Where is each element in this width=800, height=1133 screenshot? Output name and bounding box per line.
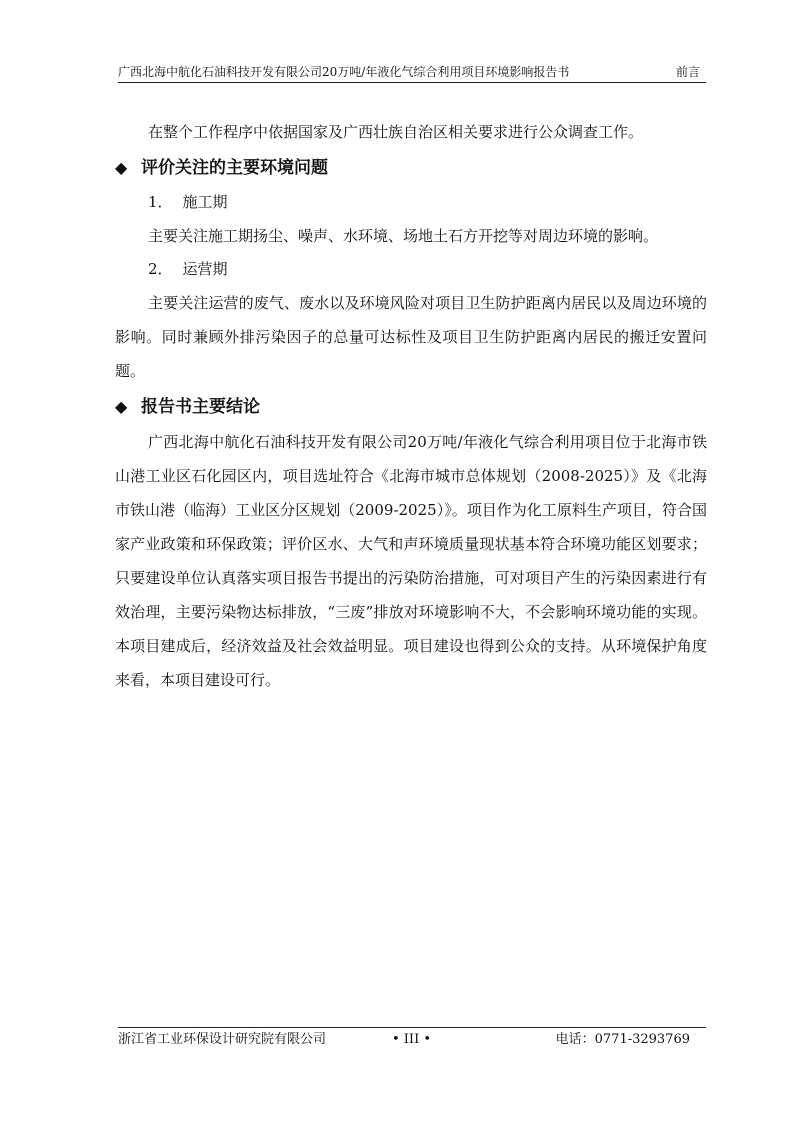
conclusion-paragraph: 广西北海中航化石油科技开发有限公司20万吨/年液化气综合利用项目位于北海市铁山港工业区石化园区内，项目选址符合《北海市城市总体规划（2008-2025）》及《北海市铁山港（临海）工业区分区规划（2009-2025）》。项目作为化工原料生产项目，符合国家产业政策和环保政策；评价区水、大气和声环境质量现状基本符合环境功能区划要求；只要建设单位认真落实项目报告书提出的污染防治措施，可对项目产生的污染因素进行有效治理，主要污染物达标排放，“三废”排放对环境影响不大，不会影响环境功能的实现。本项目建成后，经济效益及社会效益明显。项目建设也得到公众的支持。从环境保护角度来看，本项目建设可行。 xyxy=(115,433,707,689)
construction-paragraph: 主要关注施工期扬尘、噪声、水环境、场地土石方开挖等对周边环境的影响。 xyxy=(148,227,659,245)
page-footer xyxy=(118,1027,706,1050)
diamond-bullet-icon: ◆ xyxy=(115,397,128,416)
diamond-bullet-icon: ◆ xyxy=(115,158,128,177)
section-heading-issues xyxy=(115,149,707,186)
operation-paragraph: 主要关注运营的废气、废水以及环境风险对项目卫生防护距离内居民以及周边环境的影响。同时兼顾外排污染因子的总量可达标性及项目卫生防护距离内居民的搬迁安置问题。 xyxy=(115,294,707,380)
sub-item-label: 运营期 xyxy=(182,260,228,278)
section-heading-conclusions xyxy=(115,388,707,425)
section-title: 评价关注的主要环境问题 xyxy=(141,158,328,178)
sub-item-construction xyxy=(115,186,707,219)
intro-paragraph: 在整个工作程序中依据国家及广西壮族自治区相关要求进行公众调查工作。 xyxy=(148,123,644,141)
footer-company: 浙江省工业环保设计研究院有限公司 xyxy=(118,1032,327,1047)
footer-page-number: • III • xyxy=(392,1032,432,1047)
page-body xyxy=(115,115,707,697)
header-title: 广西北海中航化石油科技开发有限公司20万吨/年液化气综合利用项目环境影响报告书 xyxy=(118,65,570,79)
sub-item-number: 1． xyxy=(148,193,173,211)
sub-item-label: 施工期 xyxy=(182,193,228,211)
footer-phone: 电话：0771-3293769 xyxy=(555,1032,690,1047)
sub-item-number: 2． xyxy=(148,260,173,278)
header-section: 前言 xyxy=(675,65,700,79)
section-title: 报告书主要结论 xyxy=(141,397,260,417)
sub-item-operation xyxy=(115,253,707,286)
page-header xyxy=(118,62,706,83)
